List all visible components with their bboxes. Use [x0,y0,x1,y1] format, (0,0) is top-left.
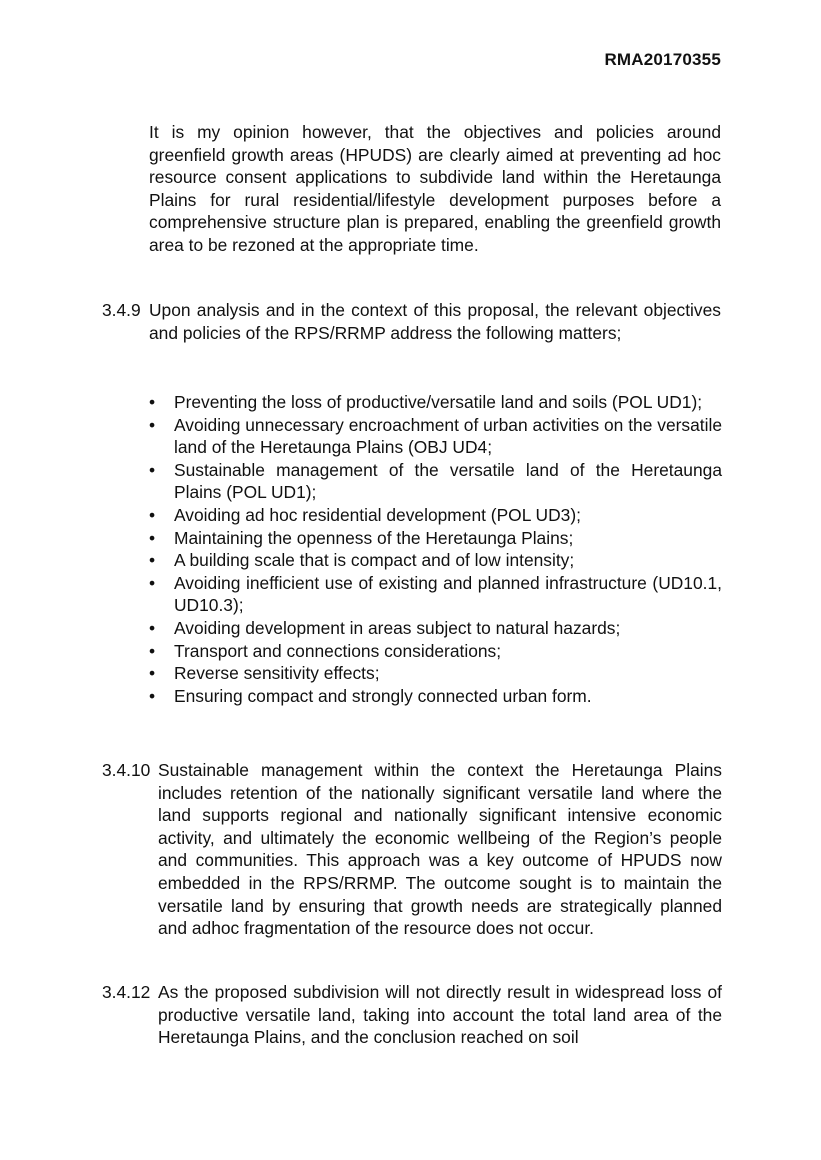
bullet-item [147,662,722,685]
bullet-text: Avoiding inefficient use of existing and planned infrastructure (UD10.1, UD10.3); [174,572,722,616]
bullet-item [147,504,722,527]
bullet-icon: • [149,640,156,661]
bullet-item [147,549,722,572]
section-number: 3.4.10 [102,760,151,780]
section-text: Sustainable management within the context the Heretaunga Plains includes retention of the nationally significant versatile land where the land supports regional and nationally significant intensive economic activity, and ultimately the economic wellbeing of the Region’s people and communities. This approach was a key outcome of HPUDS now embedded in the RPS/RRMP. The outcome sought is to maintain the versatile land by ensuring that growth needs are strategically planned and adhoc fragmentation of the resource does not occur. [158,760,722,939]
bullet-icon: • [149,459,156,480]
section-text: As the proposed subdivision will not directly result in widespread loss of productive versatile land, taking into account the total land area of the Heretaunga Plains, and the conclusion reached on soil [158,982,722,1048]
document-reference: RMA20170355 [604,50,721,69]
intro-paragraph: It is my opinion however, that the objectives and policies around greenfield growth areas (HPUDS) are clearly aimed at preventing ad hoc resource consent applications to subdivide land within the Heretaunga Plains for rural residential/lifestyle development purposes before a comprehensive structure plan is prepared, enabling the greenfield growth area to be rezoned at the appropriate time. [149,122,721,255]
bullet-text: Transport and connections considerations; [174,640,502,661]
bullet-text: Avoiding ad hoc residential development (POL UD3); [174,504,581,525]
bullet-icon: • [149,504,156,525]
bullet-item [147,459,722,504]
bullet-item [147,640,722,663]
bullet-item [147,617,722,640]
bullet-icon: • [149,550,156,571]
bullet-item [147,391,722,414]
section-text: Upon analysis and in the context of this proposal, the relevant objectives and policies of the RPS/RRMP address the following matters; [149,300,721,343]
bullet-text: A building scale that is compact and of low intensity; [174,550,575,571]
bullet-text: Preventing the loss of productive/versatile land and soils (POL UD1); [174,392,703,412]
bullet-icon: • [149,685,156,706]
bullet-icon: • [149,414,156,435]
section-number: 3.4.12 [102,982,151,1002]
matters-bullet-list [147,391,722,707]
bullet-text: Avoiding development in areas subject to natural hazards; [174,617,621,638]
bullet-item [147,414,722,459]
bullet-text: Avoiding unnecessary encroachment of urban activities on the versatile land of the Heretaunga Plains (OBJ UD4; [174,414,722,458]
bullet-text: Maintaining the openness of the Heretaunga Plains; [174,527,574,548]
bullet-icon: • [149,527,156,548]
bullet-item [147,572,722,617]
bullet-item [147,527,722,550]
bullet-icon: • [149,392,156,412]
bullet-icon: • [149,617,156,638]
bullet-icon: • [149,572,156,593]
bullet-text: Reverse sensitivity effects; [174,663,380,684]
bullet-icon: • [149,663,156,684]
bullet-text: Ensuring compact and strongly connected urban form. [174,685,592,706]
section-number: 3.4.9 [102,300,141,320]
bullet-item [147,685,722,708]
bullet-text: Sustainable management of the versatile land of the Heretaunga Plains (POL UD1); [174,459,722,503]
